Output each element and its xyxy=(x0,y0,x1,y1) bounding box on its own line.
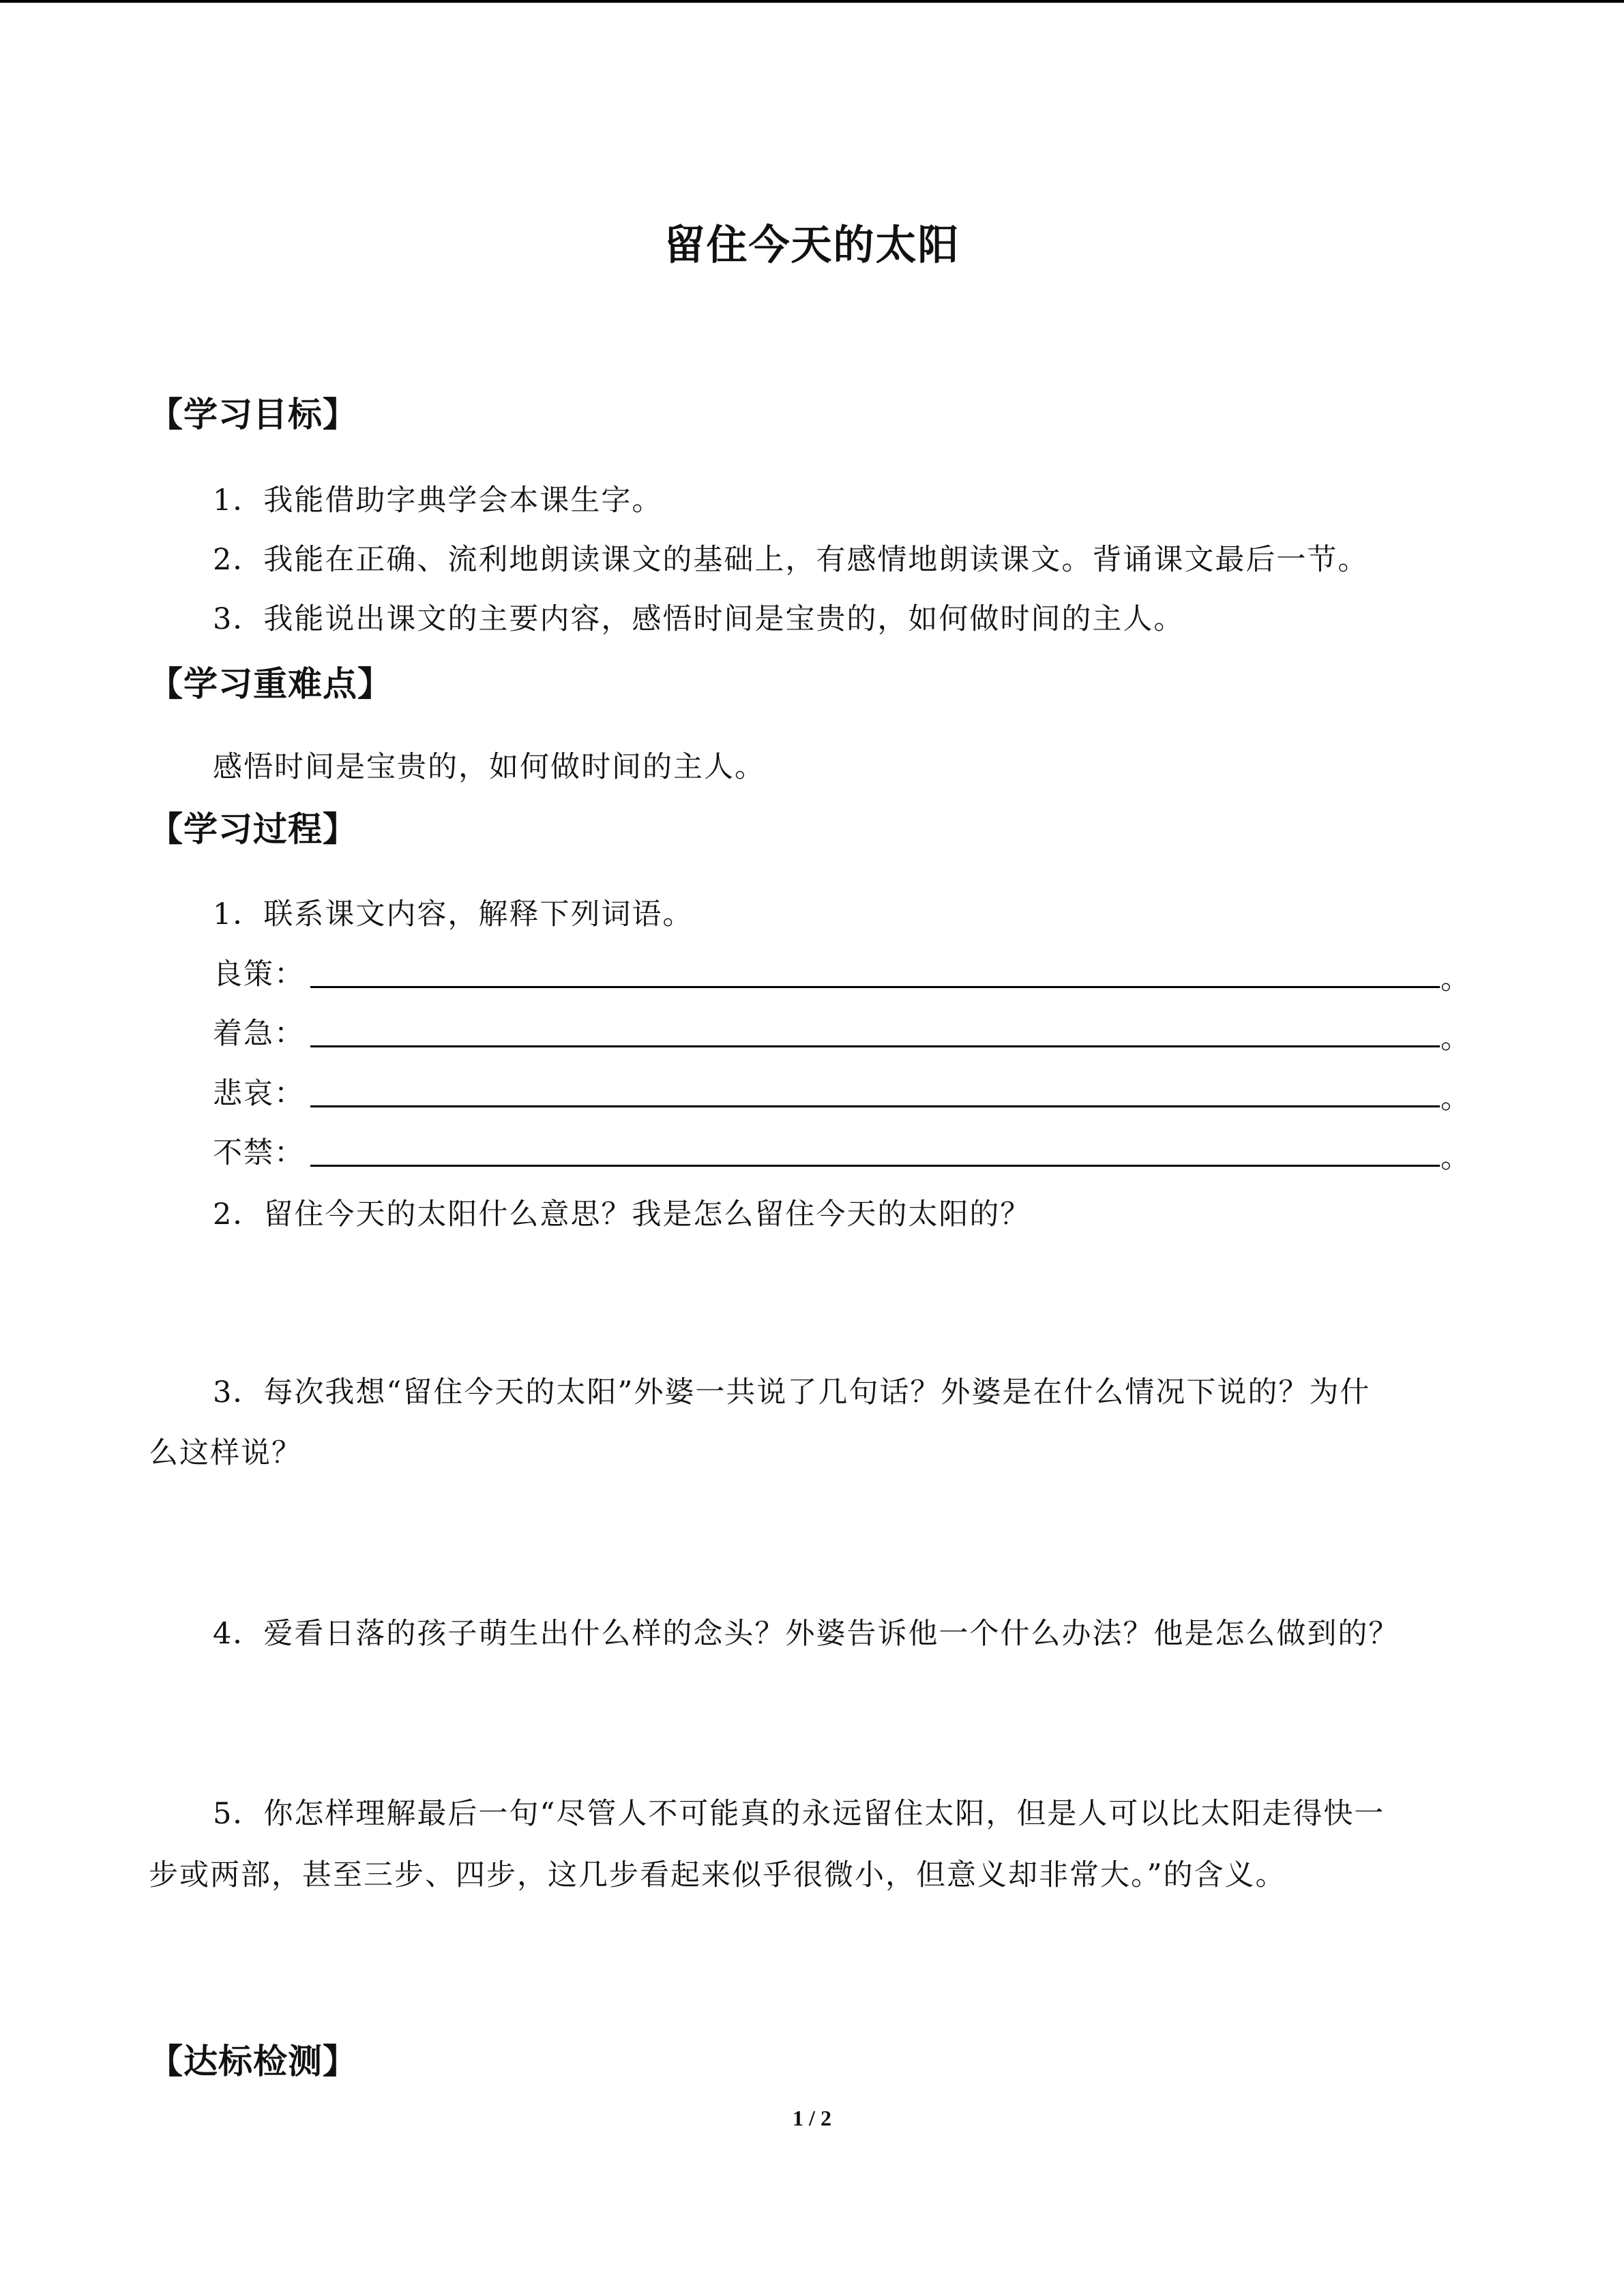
answer-line-zhaoji xyxy=(310,1045,1440,1047)
question-3-line-1: 3．每次我想“留住今天的太阳”外婆一共说了几句话？外婆是在什么情况下说的？为什 xyxy=(213,1375,1371,1410)
vocab-period: 。 xyxy=(1441,1022,1470,1056)
page-number: 1 / 2 xyxy=(793,2106,831,2130)
top-border-line xyxy=(0,0,1624,3)
vocab-label-bujin: 不禁： xyxy=(213,1136,305,1170)
vocab-period: 。 xyxy=(1441,1082,1470,1116)
goal-item-3: 3．我能说出课文的主要内容，感悟时间是宝贵的，如何做时间的主人。 xyxy=(213,602,1185,636)
question-3-line-2: 么这样说？ xyxy=(149,1436,302,1470)
vocab-period: 。 xyxy=(1441,962,1470,996)
vocab-label-zhaoji: 着急： xyxy=(213,1017,305,1051)
question-5-line-2: 步或两部，甚至三步、四步，这几步看起来似乎很微小，但意义却非常大。”的含义。 xyxy=(149,1858,1286,1892)
heading-key-points: 【学习重难点】 xyxy=(149,664,392,704)
question-5-line-1: 5．你怎样理解最后一句“尽管人不可能真的永远留住太阳，但是人可以比太阳走得快一 xyxy=(213,1797,1385,1831)
goal-item-1: 1．我能借助字典学会本课生字。 xyxy=(213,483,663,518)
question-4: 4．爱看日落的孩子萌生出什么样的念头？外婆告诉他一个什么办法？他是怎么做到的？ xyxy=(213,1617,1400,1651)
answer-line-liangce xyxy=(310,986,1440,988)
question-2: 2．留住今天的太阳什么意思？我是怎么留住今天的太阳的？ xyxy=(213,1197,1031,1232)
answer-line-bujin xyxy=(310,1165,1440,1167)
question-1: 1．联系课文内容，解释下列词语。 xyxy=(213,897,694,931)
key-points-text: 感悟时间是宝贵的，如何做时间的主人。 xyxy=(213,750,765,784)
heading-learning-goals: 【学习目标】 xyxy=(149,395,357,434)
vocab-label-beiai: 悲哀： xyxy=(213,1077,305,1111)
page-title: 留住今天的太阳 xyxy=(664,222,960,269)
goal-item-2: 2．我能在正确、流利地朗读课文的基础上，有感情地朗读课文。背诵课文最后一节。 xyxy=(213,543,1369,577)
heading-assessment: 【达标检测】 xyxy=(149,2042,357,2081)
heading-learning-process: 【学习过程】 xyxy=(149,809,357,849)
answer-line-beiai xyxy=(310,1105,1440,1107)
vocab-label-liangce: 良策： xyxy=(213,957,305,992)
vocab-period: 。 xyxy=(1441,1141,1470,1175)
